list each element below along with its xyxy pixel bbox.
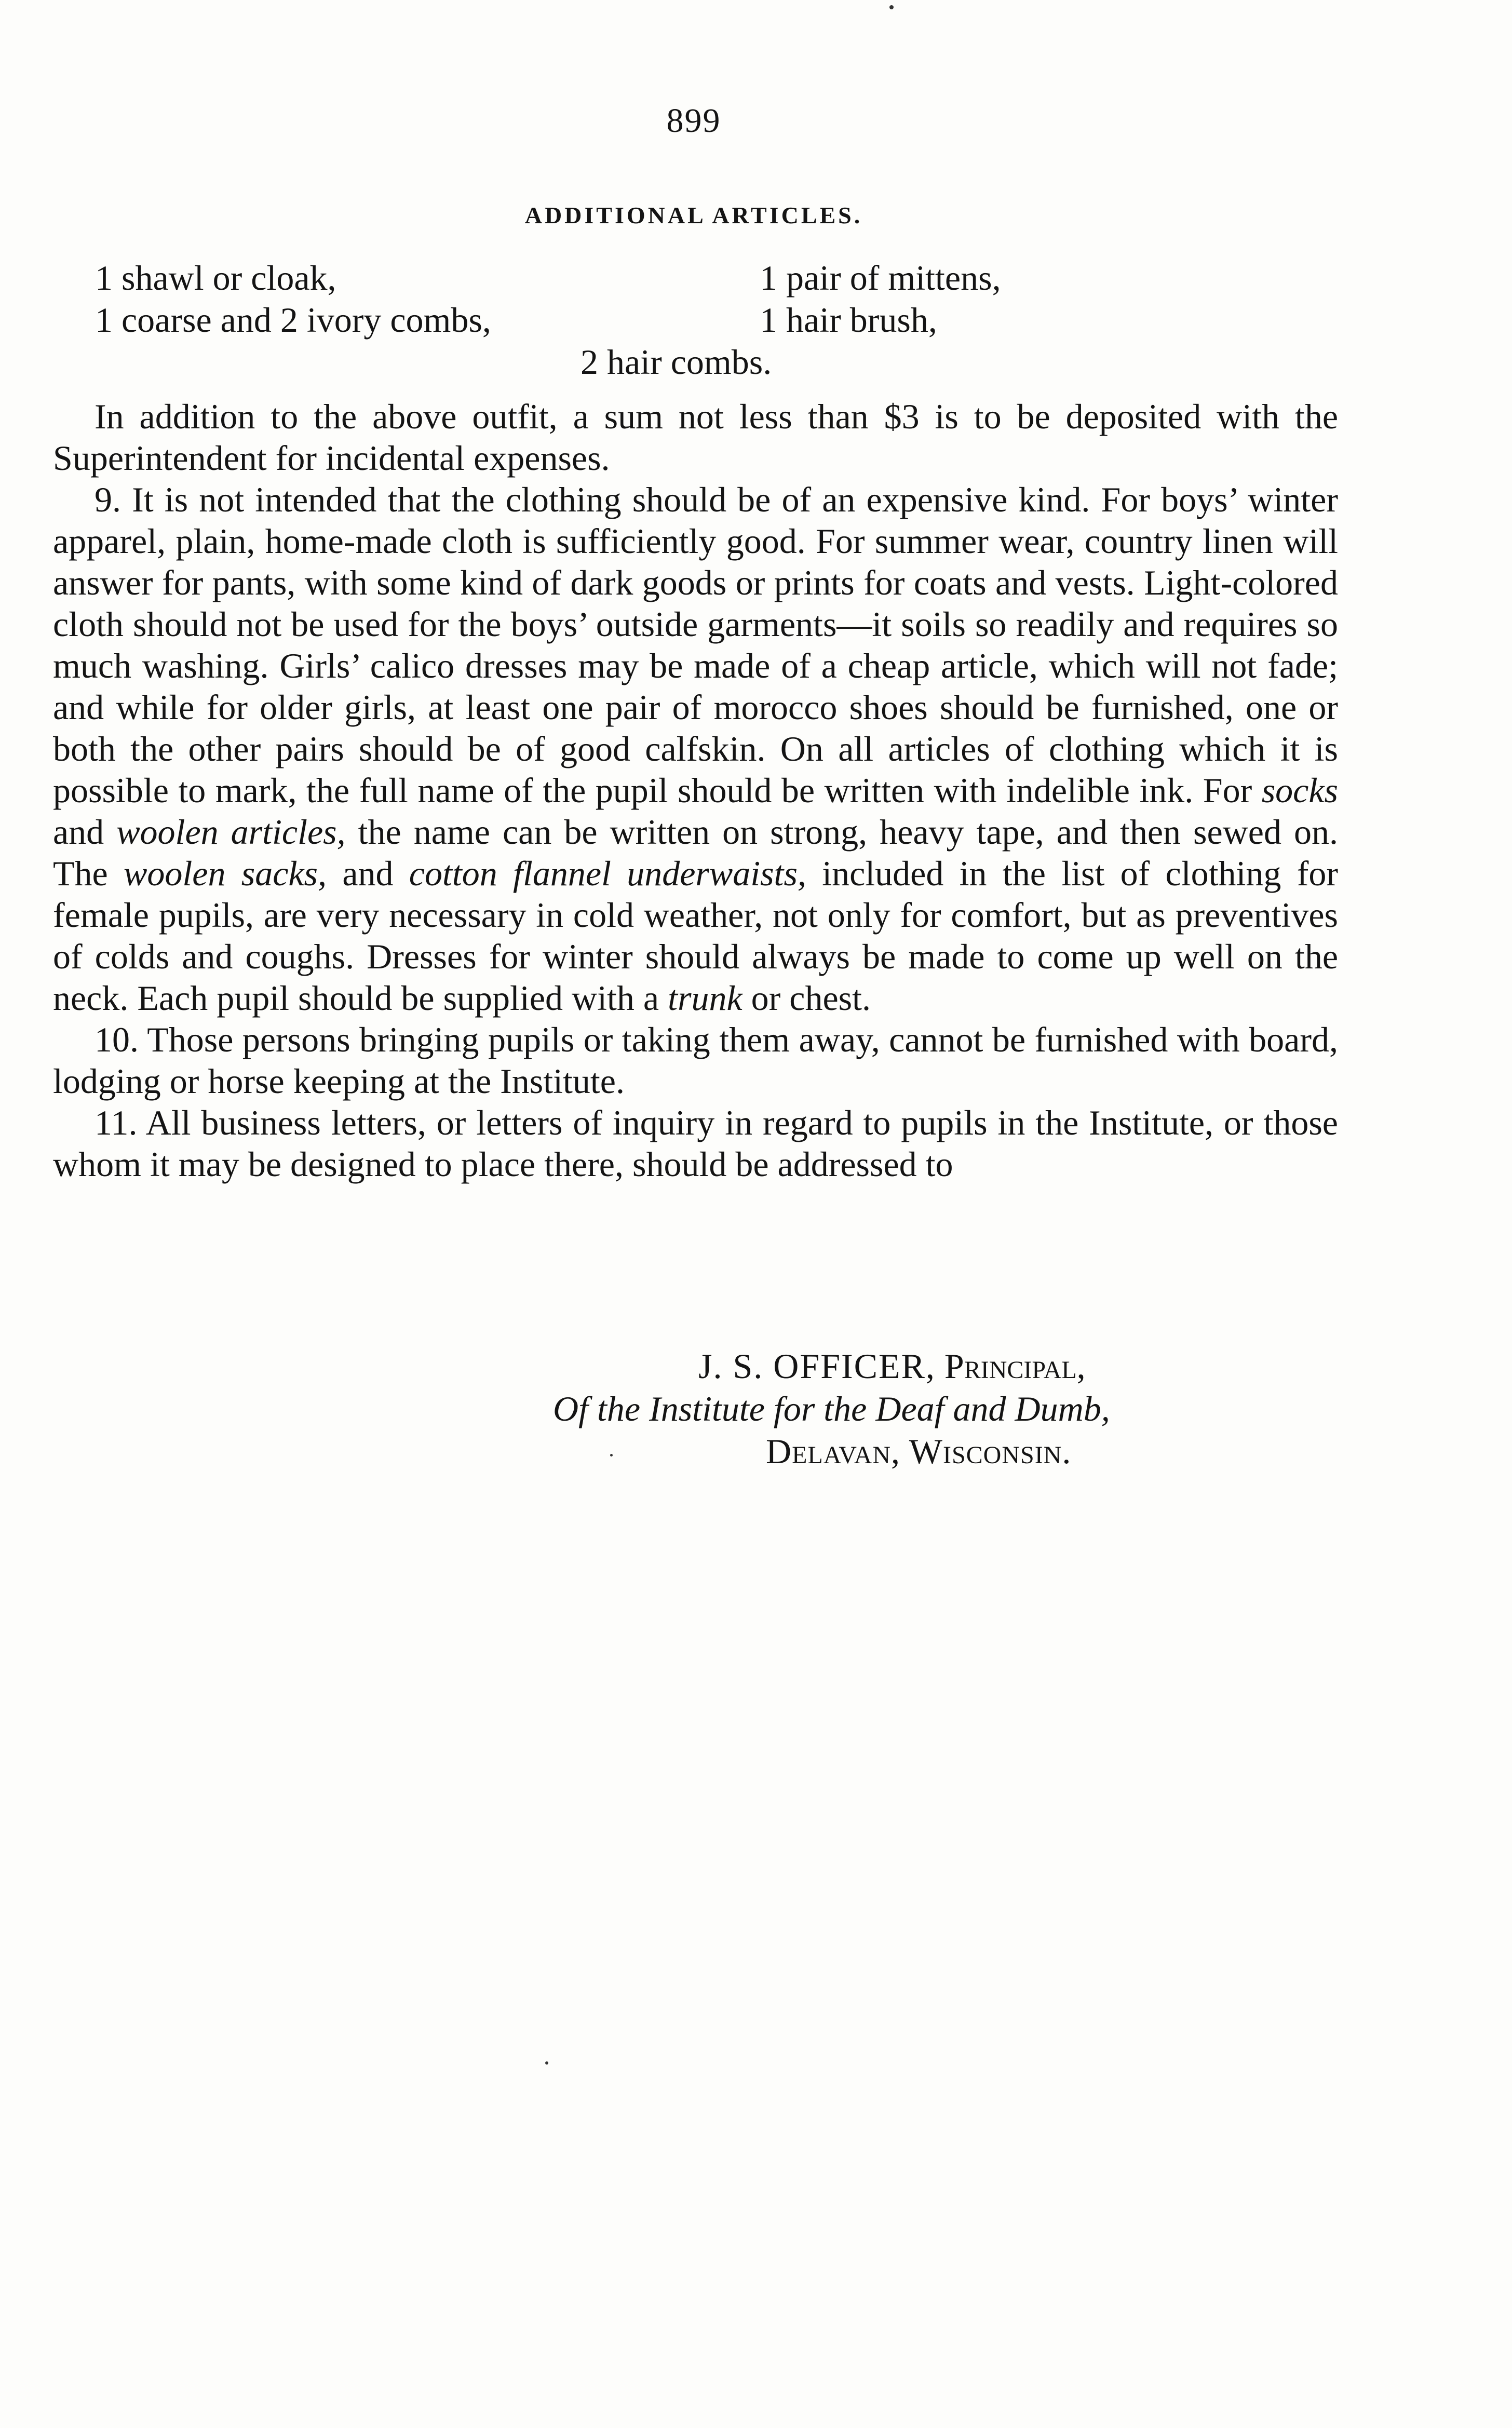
italic-run: woolen articles, xyxy=(116,812,346,852)
article-item: 1 pair of mittens, xyxy=(760,258,1001,298)
italic-run: woolen sacks, xyxy=(124,854,327,893)
text-run: 9. It is not intended that the clothing should be of an expensive kind. For boys’ winter apparel, plain, home-made cloth is sufficiently good. For summer wear, country linen will answer for pants, with some kind of dark goods or prints for coats and vests. Light-colored cloth should not be used for the boys’ outside garments—it soils so readily and requires so much washing. Girls’ calico dresses may be made of a cheap article, which will not fade; and while for older girls, at least one pair of morocco shoes should be furnished, one or both the other pairs should be of good calfskin. On all articles of clothing which it is possible to mark, the full name of the pupil should be written with indelible ink. For xyxy=(53,480,1338,810)
print-speck xyxy=(610,1454,613,1456)
italic-run: cotton flannel underwaists, xyxy=(409,854,806,893)
print-speck xyxy=(545,2061,548,2065)
signature-block xyxy=(0,1345,1512,1473)
paragraph-11-letters: 11. All business letters, or letters of inquiry in regard to pupils in the Institute, or those whom it may be designed to place there, should be addressed to xyxy=(53,1103,1338,1184)
signatory-name: J. S. OFFICER, xyxy=(698,1346,936,1386)
paragraph-10-visitors: 10. Those persons bringing pupils or taking them away, cannot be furnished with board, lodging or horse keeping at the Institute. xyxy=(53,1020,1338,1101)
text-run: the name can be written on strong, heavy tape, and then sewed on. The xyxy=(53,812,1338,893)
article-item: 1 hair brush, xyxy=(760,300,937,340)
articles-row xyxy=(95,299,1123,341)
text-run: or chest. xyxy=(742,978,871,1018)
paragraph-9-clothing xyxy=(53,479,1338,1019)
print-speck xyxy=(889,5,894,9)
article-item: 2 hair combs. xyxy=(580,342,772,382)
text-run: and xyxy=(53,812,117,852)
signatory-title: Principal, xyxy=(944,1346,1086,1386)
signatory-location: Delavan, Wisconsin. xyxy=(766,1432,1072,1471)
italic-run: trunk xyxy=(668,978,743,1018)
articles-row xyxy=(95,257,1123,299)
text-run: included in the list of clothing for female pupils, are very necessary in cold weather, not only for comfort, but as preventives of colds and coughs. Dresses for winter should always be made to come up well on the neck. Each pupil should be supplied with a xyxy=(53,854,1338,1018)
articles-list xyxy=(95,257,1123,383)
section-heading: ADDITIONAL ARTICLES. xyxy=(524,202,863,228)
italic-run: socks xyxy=(1261,771,1338,810)
text-run: and xyxy=(327,854,409,893)
body-text xyxy=(53,396,1338,1185)
paragraph-deposit: In addition to the above outfit, a sum not less than $3 is to be deposited with the Superintendent for incidental expenses. xyxy=(53,397,1338,478)
signatory-institution: Of the Institute for the Deaf and Dumb, xyxy=(553,1389,1110,1428)
signature-name-line xyxy=(0,1345,1512,1387)
article-item: 1 shawl or cloak, xyxy=(95,258,336,298)
article-item: 1 coarse and 2 ivory combs, xyxy=(95,300,491,340)
page-number: 899 xyxy=(666,102,721,140)
